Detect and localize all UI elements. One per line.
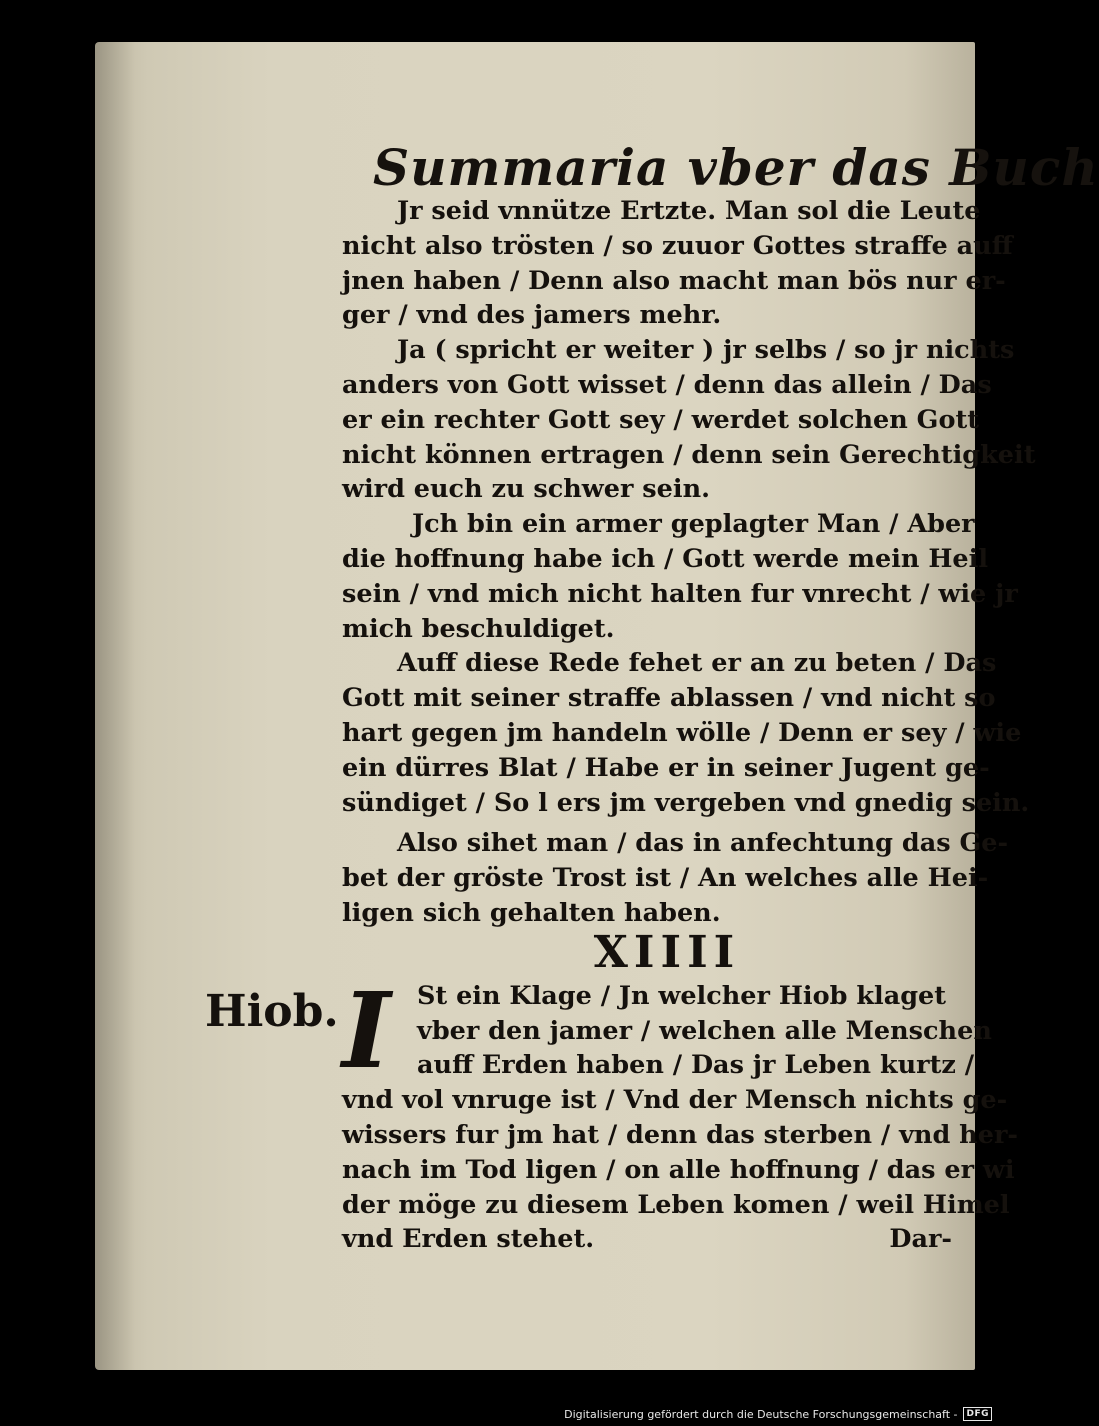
digitization-footer <box>564 1406 992 1422</box>
text-line: Ja ( spricht er weiter ) jr selbs / so jr nichts <box>397 335 1015 366</box>
text-line: ligen sich gehalten haben. <box>342 897 721 928</box>
text-line: Jch bin ein armer geplagter Man / Aber <box>412 509 975 540</box>
text-line: wissers fur jm hat / denn das sterben / vnd her- <box>342 1119 1018 1150</box>
chapter-number: XIIII <box>593 926 741 978</box>
text-line: anders von Gott wisset / denn das allein / Das <box>342 369 992 400</box>
text-line: ein dürres Blat / Habe er in seiner Jugent ge- <box>342 752 990 783</box>
text-line: Auff diese Rede fehet er an zu beten / Das <box>397 648 997 679</box>
dfg-logo-icon: DFG <box>963 1407 992 1421</box>
book-page <box>95 42 1099 1370</box>
catchword: Dar- <box>889 1224 952 1255</box>
text-line: jnen haben / Denn also macht man bös nur er- <box>342 265 1006 296</box>
text-line: hart gegen jm handeln wölle / Denn er sey / wie <box>342 717 1022 748</box>
text-line: Gott mit seiner straffe ablassen / vnd nicht so <box>342 683 996 714</box>
text-line-last <box>342 1222 952 1257</box>
dropcap-initial: I <box>342 968 391 1092</box>
text-line: der möge zu diesem Leben komen / weil Himel <box>342 1189 1010 1220</box>
text-line: vber den jamer / welchen alle Menschen <box>417 1015 992 1046</box>
text-line: sündiget / So l ers jm vergeben vnd gnedig sein. <box>342 787 1030 818</box>
text-line: mich beschuldiget. <box>342 613 615 644</box>
text-line: er ein rechter Gott sey / werdet solchen Gott <box>342 404 980 435</box>
text-line: die hoffnung habe ich / Gott werde mein Heil <box>342 543 989 574</box>
text-line: auff Erden haben / Das jr Leben kurtz / <box>417 1050 975 1081</box>
text-line: vnd vol vnruge ist / Vnd der Mensch nichts ge- <box>342 1085 1008 1116</box>
text-line: ger / vnd des jamers mehr. <box>342 300 722 331</box>
chapter-opening <box>342 968 992 1092</box>
page-body-text <box>342 194 1036 1257</box>
text-line: Also sihet man / das in anfechtung das Ge- <box>397 828 1009 859</box>
text-line: Jr seid vnnütze Ertzte. Man sol die Leute <box>397 196 981 226</box>
page-heading: Summaria vber das Buch <box>373 138 1099 197</box>
text-line: bet der gröste Trost ist / An welches alle Hei- <box>342 863 989 894</box>
footer-text: Digitalisierung gefördert durch die Deutsche Forschungsgemeinschaft - <box>564 1407 958 1421</box>
text-line: wird euch zu schwer sein. <box>342 474 710 505</box>
text-line: nicht können ertragen / denn sein Gerechtigkeit <box>342 439 1036 470</box>
marginal-note: Hiob. <box>205 986 339 1037</box>
text-line: sein / vnd mich nicht halten fur vnrecht / wie jr <box>342 578 1018 609</box>
text-line: St ein Klage / Jn welcher Hiob klaget <box>417 980 947 1011</box>
text-line: nicht also trösten / so zuuor Gottes straffe auff <box>342 230 1013 261</box>
text-line-content: vnd Erden stehet. <box>342 1224 595 1255</box>
text-line: nach im Tod ligen / on alle hoffnung / das er wi <box>342 1154 1015 1185</box>
